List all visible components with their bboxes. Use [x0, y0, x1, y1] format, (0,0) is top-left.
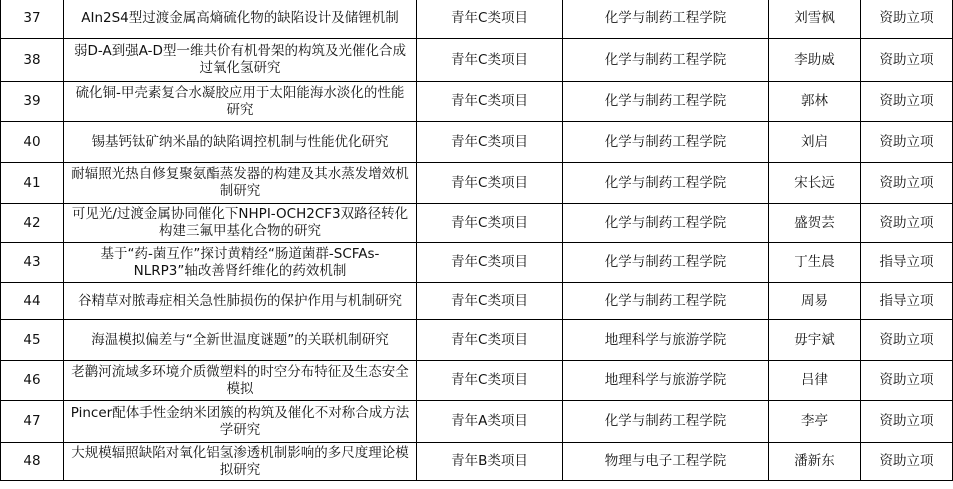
project-category: 青年C类项目	[417, 39, 563, 82]
project-category: 青年C类项目	[417, 204, 563, 243]
project-category: 青年C类项目	[417, 361, 563, 401]
project-title: 基于“药-菌互作”探讨黄精经“肠道菌群-SCFAs-NLRP3”轴改善肾纤维化的药效机制	[64, 243, 417, 283]
funding-status: 资助立项	[861, 163, 953, 204]
project-table-body	[1, 0, 953, 481]
table-row	[1, 204, 953, 243]
table-row	[1, 163, 953, 204]
project-leader: 刘雪枫	[769, 0, 861, 39]
project-leader: 郭林	[769, 82, 861, 122]
project-college: 地理科学与旅游学院	[563, 320, 769, 361]
table-row	[1, 401, 953, 443]
project-leader: 宋长远	[769, 163, 861, 204]
project-category: 青年C类项目	[417, 82, 563, 122]
project-college: 化学与制药工程学院	[563, 122, 769, 163]
project-number: 41	[1, 163, 64, 204]
project-number: 42	[1, 204, 64, 243]
project-number: 48	[1, 443, 64, 481]
project-leader: 盛贺芸	[769, 204, 861, 243]
funding-status: 资助立项	[861, 0, 953, 39]
table-row	[1, 320, 953, 361]
project-category: 青年C类项目	[417, 122, 563, 163]
project-category: 青年C类项目	[417, 320, 563, 361]
project-leader: 毋宇斌	[769, 320, 861, 361]
table-row	[1, 82, 953, 122]
project-number: 39	[1, 82, 64, 122]
project-college: 化学与制药工程学院	[563, 204, 769, 243]
table-row	[1, 243, 953, 283]
project-number: 46	[1, 361, 64, 401]
project-category: 青年C类项目	[417, 283, 563, 320]
project-title: 耐辐照光热自修复聚氨酯蒸发器的构建及其水蒸发增效机制研究	[64, 163, 417, 204]
project-number: 45	[1, 320, 64, 361]
project-number: 37	[1, 0, 64, 39]
project-number: 43	[1, 243, 64, 283]
project-college: 物理与电子工程学院	[563, 443, 769, 481]
funding-status: 资助立项	[861, 122, 953, 163]
funding-status: 指导立项	[861, 283, 953, 320]
project-college: 化学与制药工程学院	[563, 243, 769, 283]
project-title: 弱D-A到强A-D型一维共价有机骨架的构筑及光催化合成过氧化氢研究	[64, 39, 417, 82]
project-leader: 潘新东	[769, 443, 861, 481]
project-leader: 吕律	[769, 361, 861, 401]
funding-status: 资助立项	[861, 82, 953, 122]
table-row	[1, 443, 953, 481]
project-college: 化学与制药工程学院	[563, 82, 769, 122]
table-row	[1, 0, 953, 39]
table-row	[1, 361, 953, 401]
funding-status: 资助立项	[861, 361, 953, 401]
project-title: 谷精草对脓毒症相关急性肺损伤的保护作用与机制研究	[64, 283, 417, 320]
project-leader: 刘启	[769, 122, 861, 163]
project-leader: 李助威	[769, 39, 861, 82]
project-college: 地理科学与旅游学院	[563, 361, 769, 401]
funding-status: 资助立项	[861, 204, 953, 243]
project-title: 锡基钙钛矿纳米晶的缺陷调控机制与性能优化研究	[64, 122, 417, 163]
table-row	[1, 39, 953, 82]
project-category: 青年C类项目	[417, 163, 563, 204]
table-row	[1, 122, 953, 163]
funding-status: 资助立项	[861, 443, 953, 481]
funding-status: 指导立项	[861, 243, 953, 283]
funding-status: 资助立项	[861, 39, 953, 82]
project-college: 化学与制药工程学院	[563, 283, 769, 320]
project-category: 青年C类项目	[417, 0, 563, 39]
table-row	[1, 283, 953, 320]
project-college: 化学与制药工程学院	[563, 0, 769, 39]
project-title: 大规模辐照缺陷对氧化铝氢渗透机制影响的多尺度理论模拟研究	[64, 443, 417, 481]
project-title: 老鹳河流域多环境介质微塑料的时空分布特征及生态安全模拟	[64, 361, 417, 401]
project-title: 海温模拟偏差与“全新世温度谜题”的关联机制研究	[64, 320, 417, 361]
funding-status: 资助立项	[861, 320, 953, 361]
funding-status: 资助立项	[861, 401, 953, 443]
project-number: 40	[1, 122, 64, 163]
project-category: 青年A类项目	[417, 401, 563, 443]
project-leader: 李亭	[769, 401, 861, 443]
project-leader: 丁生晨	[769, 243, 861, 283]
project-number: 38	[1, 39, 64, 82]
project-number: 44	[1, 283, 64, 320]
project-college: 化学与制药工程学院	[563, 401, 769, 443]
project-college: 化学与制药工程学院	[563, 39, 769, 82]
project-title: 硫化铜-甲壳素复合水凝胶应用于太阳能海水淡化的性能研究	[64, 82, 417, 122]
project-title: 可见光/过渡金属协同催化下NHPI-OCH2CF3双路径转化构建三氟甲基化合物的研究	[64, 204, 417, 243]
project-college: 化学与制药工程学院	[563, 163, 769, 204]
project-title: AIn2S4型过渡金属高熵硫化物的缺陷设计及储锂机制	[64, 0, 417, 39]
project-category: 青年C类项目	[417, 243, 563, 283]
project-title: Pincer配体手性金纳米团簇的构筑及催化不对称合成方法学研究	[64, 401, 417, 443]
project-category: 青年B类项目	[417, 443, 563, 481]
project-leader: 周易	[769, 283, 861, 320]
project-number: 47	[1, 401, 64, 443]
